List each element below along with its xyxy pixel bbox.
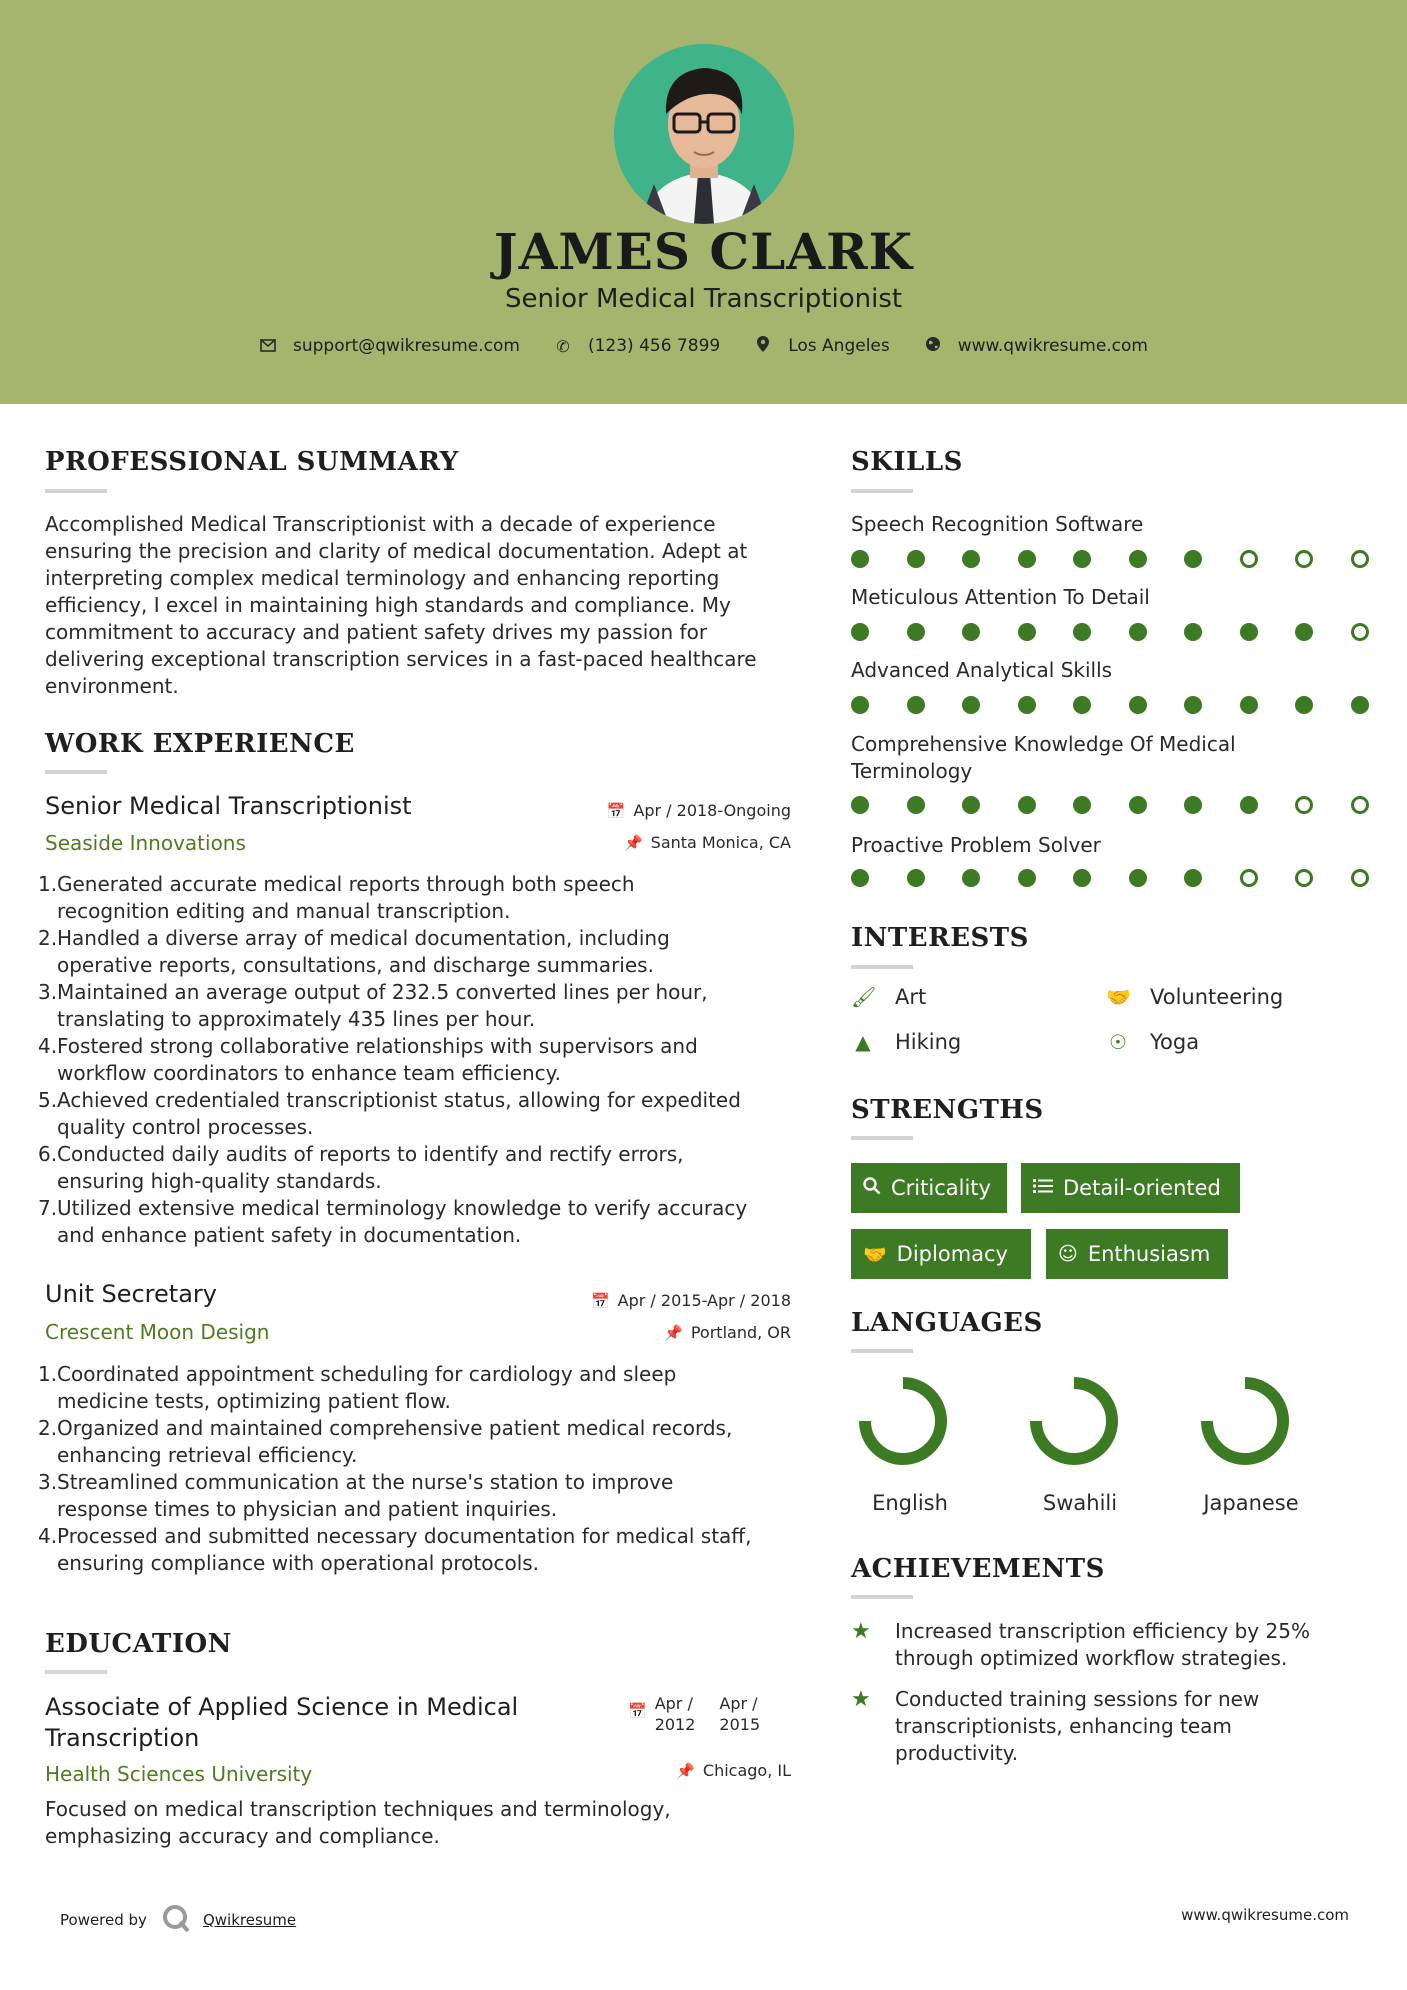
strength-tag: 🤝 Diplomacy — [851, 1229, 1031, 1279]
skill-dot-filled — [1073, 550, 1091, 568]
language-ring-english — [865, 1383, 941, 1459]
school-name: Health Sciences University — [45, 1762, 313, 1786]
job-date-text: Apr / 2015-Apr / 2018 — [617, 1291, 791, 1310]
list-item: 5. Achieved credentialed transcriptionist status, allowing for expedited quality control processes. — [38, 1088, 741, 1139]
qwikresume-logo-icon — [161, 1903, 191, 1937]
skill-dot-filled — [1351, 696, 1369, 714]
skill-dot-filled — [907, 796, 925, 814]
summary-line: commitment to accuracy and patient safety drives my passion for — [45, 620, 708, 644]
skill-dot-filled — [907, 623, 925, 641]
skill-dot-filled — [1184, 796, 1202, 814]
skill-dot-empty — [1240, 869, 1258, 887]
strengths-heading: STRENGTHS — [851, 1095, 1044, 1125]
language-ring-swahili — [1036, 1383, 1112, 1459]
skill-name: Meticulous Attention To Detail — [851, 585, 1150, 609]
skill-dot-filled — [962, 623, 980, 641]
globe-icon — [924, 336, 942, 356]
skill-dot-filled — [962, 796, 980, 814]
skill-dot-filled — [962, 550, 980, 568]
skill-dot-filled — [907, 696, 925, 714]
job-duties — [38, 1361, 808, 1577]
experience-rule — [45, 770, 107, 774]
skill-dot-filled — [1073, 796, 1091, 814]
skill-dot-filled — [907, 550, 925, 568]
list-item: 1. Generated accurate medical reports through both speech recognition editing and manual transcription. — [38, 872, 635, 923]
search-icon — [863, 1177, 881, 1200]
skill-dot-filled — [1018, 796, 1036, 814]
contact-phone[interactable] — [554, 336, 720, 356]
skill-dot-empty — [1351, 796, 1369, 814]
skill-dot-filled — [962, 869, 980, 887]
skill-dot-empty — [1351, 623, 1369, 641]
language-label: Japanese — [1203, 1491, 1299, 1515]
contact-phone-text: (123) 456 7899 — [587, 336, 721, 356]
skill-dot-filled — [962, 696, 980, 714]
interest-item: 🖌 Art — [851, 985, 927, 1009]
skill-dot-filled — [1129, 623, 1147, 641]
pin-icon: 📌 — [676, 1762, 695, 1780]
job-date-text: Apr / 2018-Ongoing — [633, 801, 791, 820]
star-icon: ★ — [851, 1619, 871, 1644]
list-item: 4. Fostered strong collaborative relationships with supervisors and workflow coordinators to enhance team efficiency. — [38, 1034, 698, 1085]
language-rings — [851, 1373, 1311, 1473]
language-label: English — [872, 1491, 948, 1515]
handshake-icon: 🤝 — [1106, 985, 1131, 1009]
skill-dot-filled — [1129, 796, 1147, 814]
resume-header — [0, 0, 1407, 404]
degree-title: Associate of Applied Science in Medical Transcription — [45, 1693, 519, 1752]
achievements-rule — [851, 1595, 913, 1599]
list-item: 7. Utilized extensive medical terminology knowledge to verify accuracy and enhance patient safety in documentation. — [38, 1196, 748, 1247]
skills-heading: SKILLS — [851, 447, 963, 477]
skill-dot-filled — [1073, 696, 1091, 714]
skill-dot-filled — [1129, 696, 1147, 714]
skill-dot-filled — [1184, 550, 1202, 568]
skill-dot-filled — [1018, 550, 1036, 568]
calendar-icon: 📅 — [628, 1702, 647, 1720]
skill-dot-filled — [851, 623, 869, 641]
skill-name: Proactive Problem Solver — [851, 833, 1101, 857]
job-location-text: Santa Monica, CA — [650, 833, 791, 852]
skill-dot-filled — [1129, 869, 1147, 887]
list-item: 3. Streamlined communication at the nurse's station to improve response times to physician and patient inquiries. — [38, 1470, 674, 1521]
interests-heading: INTERESTS — [851, 923, 1029, 953]
strength-tag: ☺ Enthusiasm — [1046, 1229, 1228, 1279]
footer-site[interactable]: www.qwikresume.com — [1181, 1906, 1349, 1924]
interest-item: 🤝 Volunteering — [1106, 985, 1284, 1009]
summary-line: interpreting complex medical terminology and enhancing reporting — [45, 566, 720, 590]
summary-rule — [45, 489, 107, 493]
brand-link[interactable]: Qwikresume — [202, 1911, 297, 1929]
skill-rating — [851, 550, 1406, 568]
skill-dot-filled — [1295, 696, 1313, 714]
smile-icon: ☺ — [1058, 1243, 1078, 1265]
skill-name: Speech Recognition Software — [851, 512, 1144, 536]
contact-location — [754, 336, 890, 356]
job-location — [664, 1323, 791, 1342]
candidate-role: Senior Medical Transcriptionist — [504, 284, 903, 314]
skill-dot-filled — [1240, 696, 1258, 714]
summary-heading: PROFESSIONAL SUMMARY — [45, 447, 459, 477]
contact-location-text: Los Angeles — [788, 336, 890, 356]
experience-heading: WORK EXPERIENCE — [45, 729, 355, 759]
contact-email-text: support@qwikresume.com — [293, 336, 520, 356]
strength-tag: Detail-oriented — [1021, 1163, 1240, 1213]
language-label: Swahili — [1042, 1491, 1118, 1515]
interest-item: ☉ Yoga — [1106, 1030, 1199, 1054]
list-item: 4. Processed and submitted necessary documentation for medical staff, ensuring compliance with operational protocols. — [38, 1524, 752, 1575]
education-start: Apr / 2012 — [654, 1694, 696, 1734]
interests-rule — [851, 965, 913, 969]
skill-dot-filled — [1240, 623, 1258, 641]
envelope-icon — [259, 337, 277, 356]
skill-dot-filled — [907, 869, 925, 887]
skill-dot-filled — [1184, 623, 1202, 641]
education-heading: EDUCATION — [45, 1629, 232, 1659]
skill-dot-empty — [1351, 869, 1369, 887]
education-desc: Focused on medical transcription techniques and terminology, emphasizing accuracy and compliance. — [45, 1797, 671, 1848]
skill-rating — [851, 869, 1406, 887]
skill-dot-filled — [1018, 869, 1036, 887]
skill-name: Advanced Analytical Skills — [851, 658, 1113, 682]
skill-dot-filled — [851, 696, 869, 714]
pin-icon: 📌 — [623, 834, 643, 852]
candidate-name: JAMES CLARK — [493, 222, 914, 281]
profile-photo — [614, 44, 794, 224]
phone-icon: ✆ — [556, 336, 570, 356]
summary-line: efficiency, I excel in maintaining high standards and compliance. My — [45, 593, 731, 617]
list-item: 1. Coordinated appointment scheduling for cardiology and sleep medicine tests, optimizing patient flow. — [38, 1362, 677, 1413]
skill-dot-filled — [1073, 869, 1091, 887]
skill-rating — [851, 696, 1406, 714]
skill-dot-filled — [1129, 550, 1147, 568]
skills-rule — [851, 489, 913, 493]
skill-dot-filled — [851, 550, 869, 568]
job-date — [591, 1291, 791, 1310]
job-location — [624, 833, 791, 852]
paintbrush-icon: 🖌 — [851, 985, 877, 1009]
education-location: 📌 Chicago, IL — [676, 1761, 791, 1780]
list-item: 6. Conducted daily audits of reports to identify and rectify errors, ensuring high-quality standards. — [38, 1142, 684, 1193]
skill-rating — [851, 796, 1406, 814]
job-company: Seaside Innovations — [45, 831, 246, 855]
calendar-icon: 📅 — [606, 802, 626, 820]
contact-bar — [0, 336, 1407, 356]
job-location-text: Portland, OR — [690, 1323, 791, 1342]
summary-line: environment. — [45, 674, 179, 698]
skill-dot-empty — [1295, 869, 1313, 887]
contact-website-text: www.qwikresume.com — [957, 336, 1148, 356]
languages-rule — [851, 1349, 913, 1353]
skill-dot-filled — [1184, 869, 1202, 887]
achievements-heading: ACHIEVEMENTS — [851, 1554, 1105, 1584]
skill-dot-empty — [1240, 550, 1258, 568]
skill-dot-filled — [1295, 623, 1313, 641]
summary-line: ensuring the precision and clarity of medical documentation. Adept at — [45, 539, 748, 563]
pin-icon: 📌 — [664, 1324, 683, 1342]
skill-dot-filled — [1184, 696, 1202, 714]
summary-line: Accomplished Medical Transcriptionist with a decade of experience — [45, 512, 716, 536]
achievement-item: ★ Conducted training sessions for new transcriptionists, enhancing team productivity. — [851, 1687, 1260, 1765]
strengths-rule — [851, 1136, 913, 1140]
calendar-icon: 📅 — [590, 1292, 610, 1310]
job-duties — [38, 871, 808, 1249]
star-icon: ★ — [851, 1687, 871, 1712]
skill-dot-filled — [1018, 623, 1036, 641]
list-icon — [1033, 1177, 1053, 1199]
job-title: Unit Secretary — [45, 1280, 217, 1308]
handshake-icon: 🤝 — [863, 1243, 887, 1266]
strength-tag: Criticality — [851, 1163, 1007, 1213]
skill-name: Comprehensive Knowledge Of Medical Terminology — [851, 732, 1236, 783]
job-title: Senior Medical Transcriptionist — [45, 792, 412, 820]
interest-item: ▲ Hiking — [851, 1030, 961, 1054]
job-date — [607, 801, 791, 820]
skill-rating — [851, 623, 1406, 641]
education-end: Apr / 2015 — [719, 1694, 761, 1734]
languages-heading: LANGUAGES — [851, 1308, 1043, 1338]
skill-dot-filled — [1240, 796, 1258, 814]
contact-email[interactable] — [259, 336, 520, 356]
skill-dot-filled — [1018, 696, 1036, 714]
education-dates — [628, 1693, 760, 1735]
skill-dot-filled — [851, 869, 869, 887]
skill-dot-filled — [851, 796, 869, 814]
powered-by-text: Powered by — [60, 1911, 147, 1929]
skill-dot-empty — [1295, 550, 1313, 568]
skill-dot-empty — [1295, 796, 1313, 814]
list-item: 2. Organized and maintained comprehensive patient medical records, enhancing retrieval efficiency. — [38, 1416, 733, 1467]
tree-icon: ▲ — [855, 1030, 871, 1054]
skill-dot-empty — [1351, 550, 1369, 568]
job-company: Crescent Moon Design — [45, 1320, 270, 1344]
summary-text — [45, 511, 805, 700]
skill-dot-filled — [1073, 623, 1091, 641]
summary-line: delivering exceptional transcription services in a fast-paced healthcare — [45, 647, 757, 671]
list-item: 3. Maintained an average output of 232.5 converted lines per hour, translating to approximately 435 lines per hour. — [38, 980, 708, 1031]
achievement-item: ★ Increased transcription efficiency by 25% through optimized workflow strategies. — [851, 1619, 1310, 1670]
language-ring-japanese — [1207, 1383, 1283, 1459]
map-marker-icon — [754, 336, 772, 356]
list-item: 2. Handled a diverse array of medical documentation, including operative reports, consultations, and discharge summaries. — [38, 926, 670, 977]
footer-powered-by — [60, 1903, 296, 1937]
contact-website[interactable] — [924, 336, 1148, 356]
education-rule — [45, 1670, 107, 1674]
lifebuoy-icon: ☉ — [1109, 1030, 1127, 1054]
